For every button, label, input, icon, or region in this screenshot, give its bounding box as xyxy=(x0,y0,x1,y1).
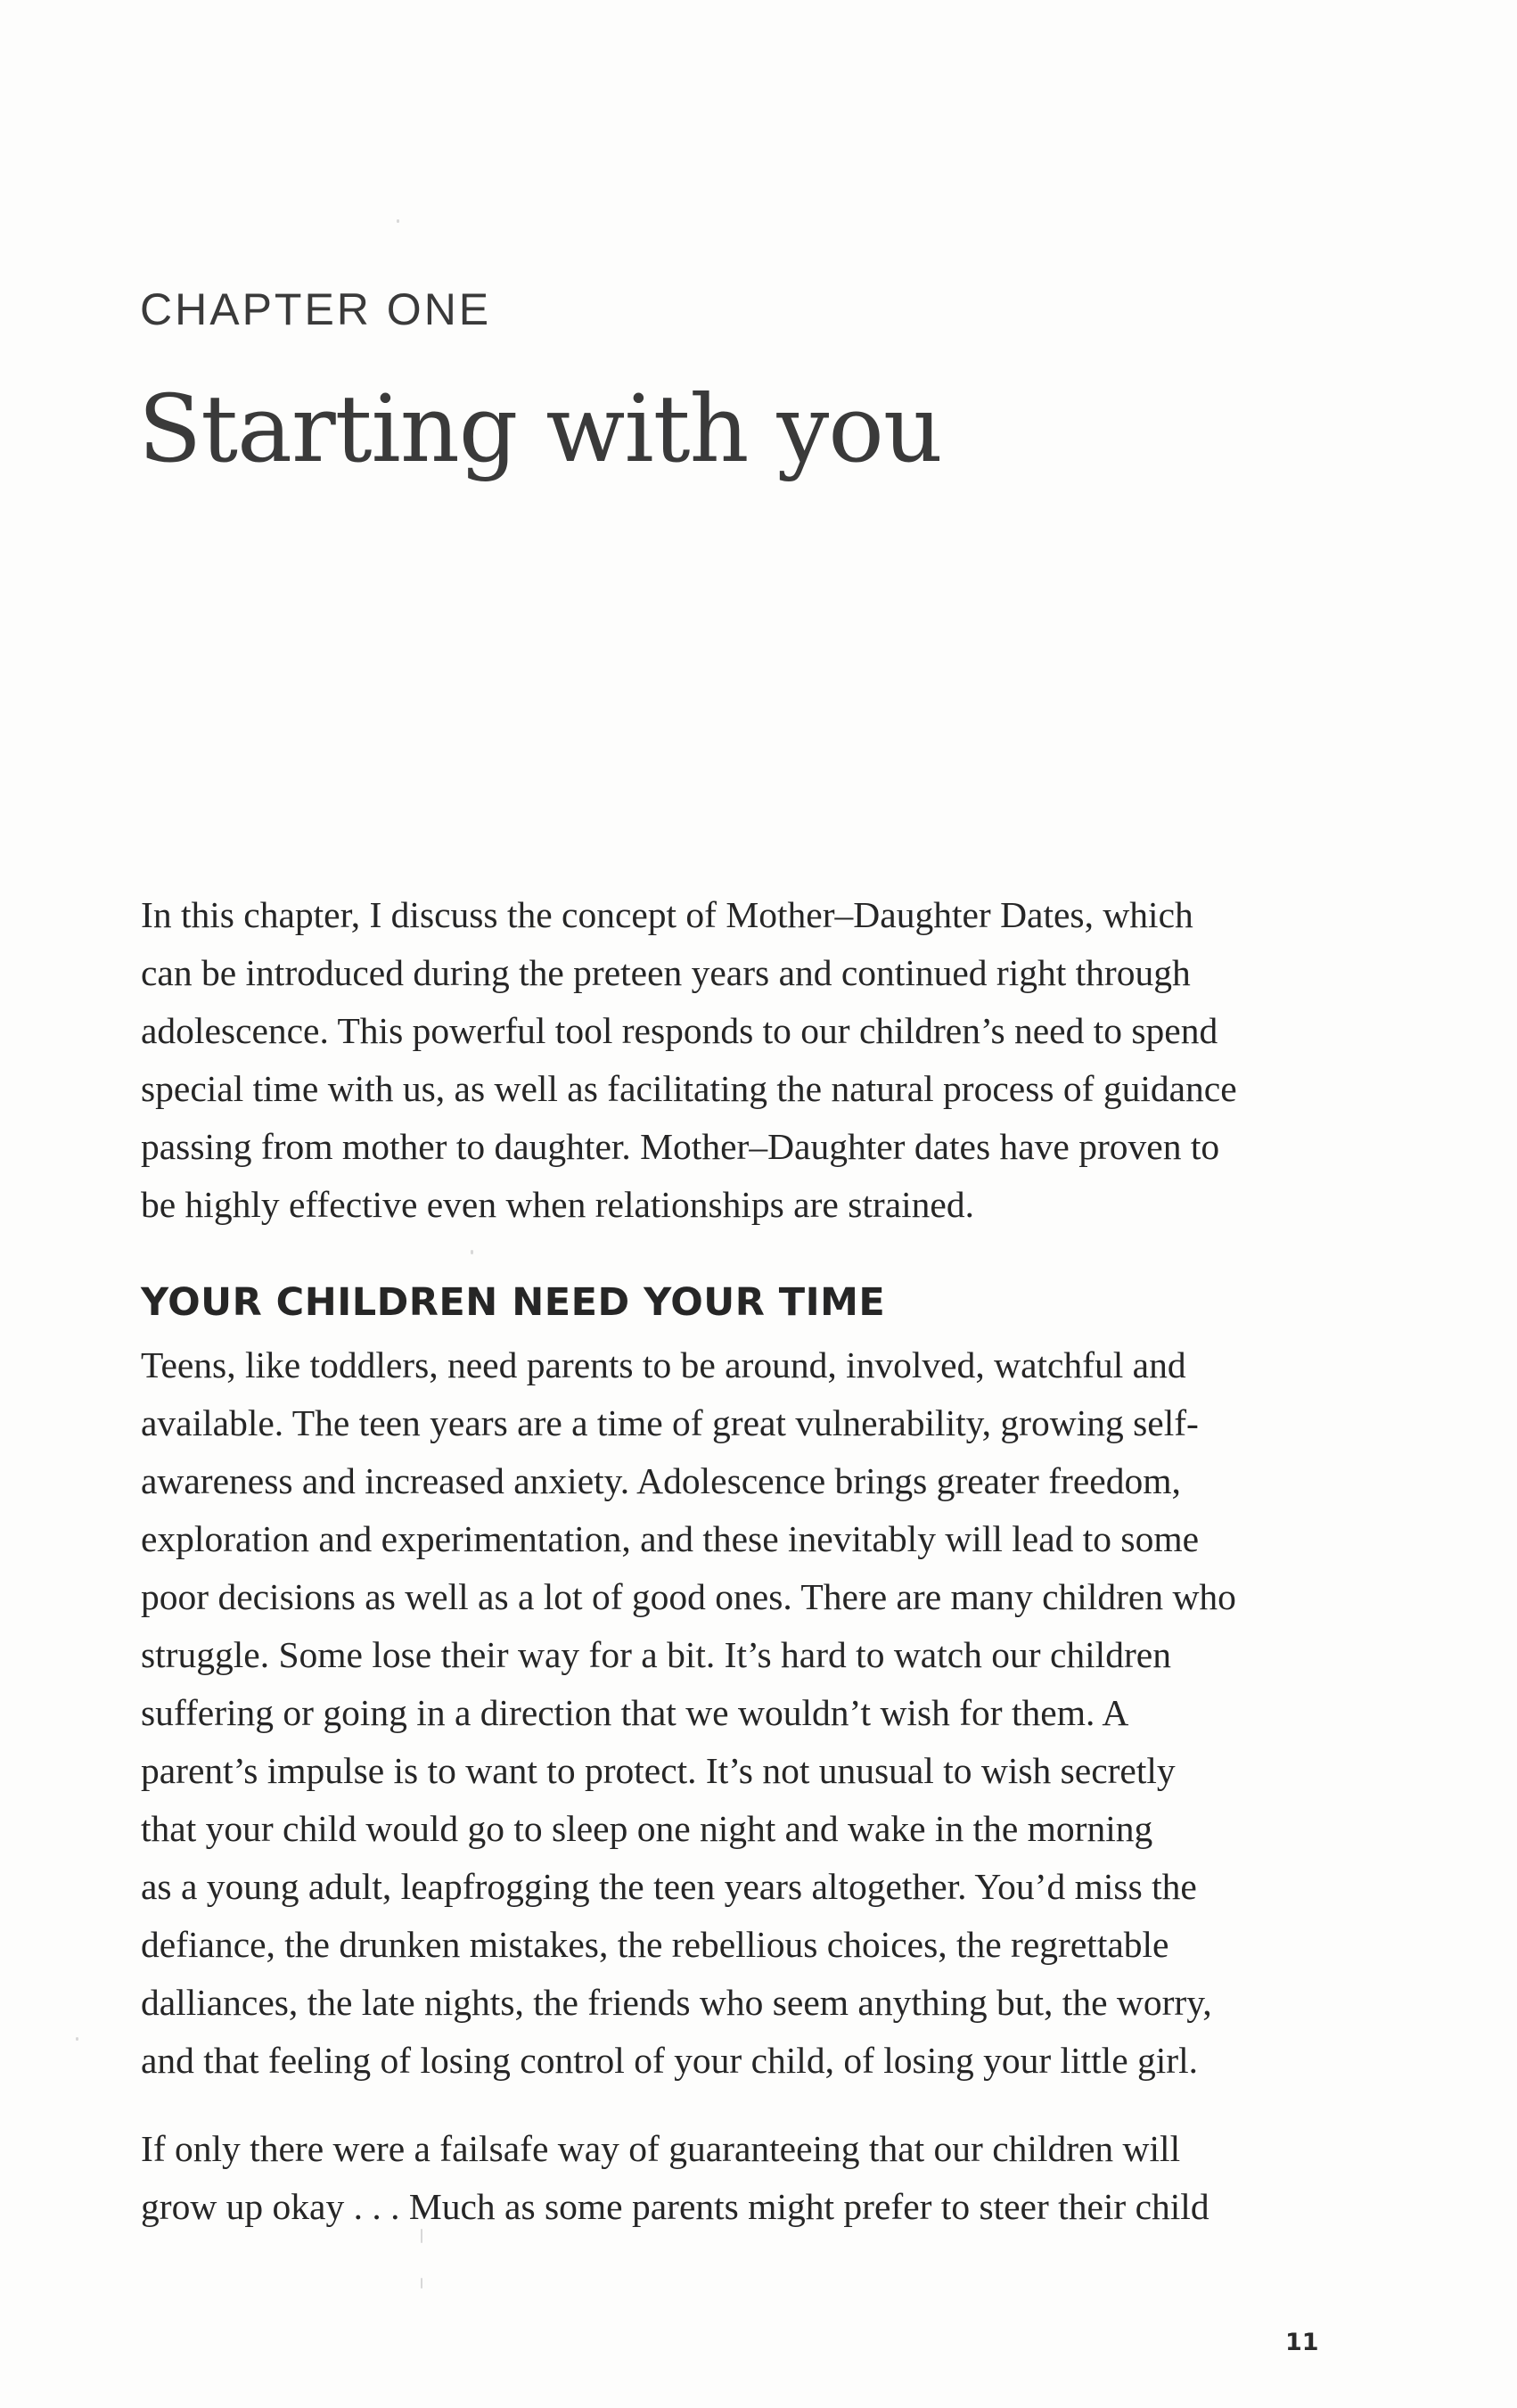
text-line: Teens, like toddlers, need parents to be around, involved, watchful and xyxy=(141,1344,1186,1385)
text-line: that your child would go to sleep one night and wake in the morning xyxy=(141,1808,1153,1849)
body-paragraph xyxy=(141,1336,1389,2090)
section-heading: YOUR CHILDREN NEED YOUR TIME xyxy=(141,1280,886,1325)
text-line: exploration and experimentation, and these inevitably will lead to some xyxy=(141,1518,1200,1559)
text-line: dalliances, the late nights, the friends who seem anything but, the worry, xyxy=(141,1982,1212,2023)
text-line: awareness and increased anxiety. Adolescence brings greater freedom, xyxy=(141,1460,1181,1501)
text-line: grow up okay . . . Much as some parents might prefer to steer their child xyxy=(141,2186,1210,2227)
text-line: defiance, the drunken mistakes, the rebellious choices, the regrettable xyxy=(141,1924,1169,1965)
scan-speck xyxy=(397,219,399,223)
scan-speck xyxy=(421,2278,422,2289)
text-line: struggle. Some lose their way for a bit. It’s hard to watch our children xyxy=(141,1634,1171,1675)
chapter-label: CHAPTER ONE xyxy=(140,284,492,334)
text-line: adolescence. This powerful tool responds to our children’s need to spend xyxy=(141,1010,1218,1051)
scan-speck xyxy=(76,2037,78,2041)
text-line: as a young adult, leapfrogging the teen years altogether. You’d miss the xyxy=(141,1866,1197,1907)
text-line: suffering or going in a direction that we wouldn’t wish for them. A xyxy=(141,1692,1129,1733)
text-line: special time with us, as well as facilitating the natural process of guidance xyxy=(141,1068,1237,1109)
text-line: poor decisions as well as a lot of good ones. There are many children who xyxy=(141,1576,1236,1617)
intro-paragraph xyxy=(141,886,1389,1234)
text-line: can be introduced during the preteen years and continued right through xyxy=(141,952,1191,993)
text-line: available. The teen years are a time of great vulnerability, growing self- xyxy=(141,1402,1199,1443)
text-line: parent’s impulse is to want to protect. It’s not unusual to wish secretly xyxy=(141,1750,1176,1791)
text-line: In this chapter, I discuss the concept of Mother–Daughter Dates, which xyxy=(141,894,1193,935)
chapter-title: Starting with you xyxy=(138,374,942,483)
scan-speck xyxy=(471,1250,473,1254)
body-paragraph xyxy=(141,2120,1389,2236)
text-line: passing from mother to daughter. Mother–Daughter dates have proven to xyxy=(141,1126,1220,1167)
text-line: be highly effective even when relationships are strained. xyxy=(141,1184,974,1225)
page-number: 11 xyxy=(1285,2329,1319,2356)
text-line: If only there were a failsafe way of guaranteeing that our children will xyxy=(141,2128,1181,2169)
text-line: and that feeling of losing control of your child, of losing your little girl. xyxy=(141,2040,1198,2081)
